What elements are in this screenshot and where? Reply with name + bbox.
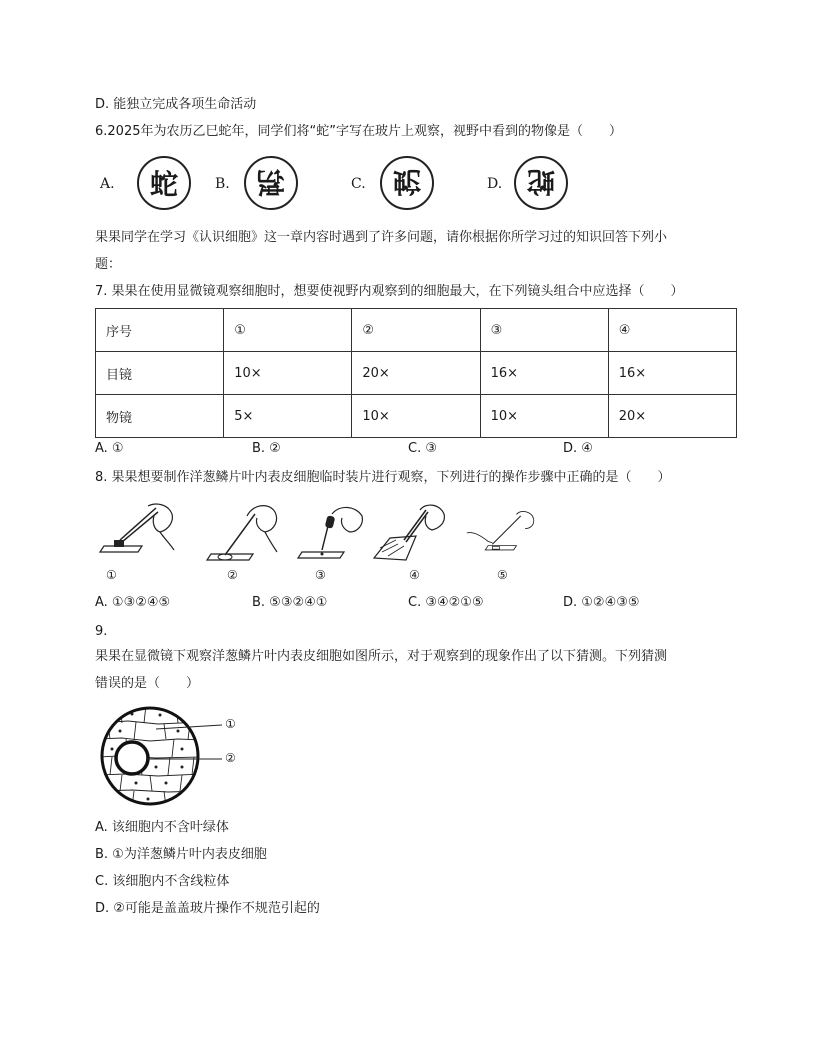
step-4-number: ④: [409, 568, 420, 582]
step-3-number: ③: [315, 568, 326, 582]
step-1-number: ①: [106, 568, 117, 582]
table-cell: 序号: [96, 309, 224, 352]
q7-option-b: B. ②: [252, 441, 281, 456]
q6-option-a-image: [137, 156, 191, 210]
table-cell: 10×: [352, 395, 480, 438]
step-5-number: ⑤: [497, 568, 508, 582]
q6-option-b-image: [244, 156, 298, 210]
q9-number: 9.: [95, 624, 108, 639]
table-cell: 5×: [224, 395, 352, 438]
q5-option-d: D. 能独立完成各项生命活动: [95, 97, 257, 112]
table-cell: 10×: [224, 352, 352, 395]
q8-options: [95, 595, 735, 615]
figure-label-2: ②: [225, 751, 236, 765]
intro-line-2: 题：: [95, 257, 122, 272]
step-2-number: ②: [227, 568, 238, 582]
figure-label-1: ①: [225, 717, 236, 731]
table-cell: ①: [224, 309, 352, 352]
q6-option-c-label: C.: [351, 176, 366, 192]
q6-option-d-label: D.: [487, 176, 503, 192]
table-cell: 10×: [480, 395, 608, 438]
table-cell: 目镜: [96, 352, 224, 395]
q6-glyph-a: 蛇: [149, 168, 178, 201]
q6-option-d-image: [514, 156, 568, 210]
q6-stem: 6.2025年为农历乙巳蛇年，同学们将“蛇”字写在玻片上观察，视野中看到的物像是（ ）: [95, 124, 622, 139]
step-3-illustration: [296, 500, 374, 570]
q6-glyph-b: 蛇: [252, 168, 286, 198]
table-row: [96, 395, 737, 438]
q6-option-b-label: B.: [215, 176, 230, 192]
q7-option-c: C. ③: [408, 441, 437, 456]
table-cell: 20×: [608, 395, 736, 438]
table-row: [96, 309, 737, 352]
step-5-illustration: [464, 500, 542, 570]
q8-option-c: C. ③④②①⑤: [408, 595, 484, 610]
q7-option-d: D. ④: [563, 441, 593, 456]
q6-option-a-label: A.: [100, 176, 115, 192]
q9-stem-line-1: 果果在显微镜下观察洋葱鳞片叶内表皮细胞如图所示，对于观察到的现象作出了以下猜测。下列猜测: [95, 649, 668, 664]
q9-option-c: C. 该细胞内不含线粒体: [95, 874, 230, 889]
table-cell: 16×: [480, 352, 608, 395]
table-cell: 物镜: [96, 395, 224, 438]
q9-option-a: A. 该细胞内不含叶绿体: [95, 820, 229, 835]
intro-line-1: 果果同学在学习《认识细胞》这一章内容时遇到了许多问题，请你根据你所学习过的知识回答下列小: [95, 230, 668, 245]
table-cell: 20×: [352, 352, 480, 395]
table-cell: ④: [608, 309, 736, 352]
q7-option-a: A. ①: [95, 441, 124, 456]
q9-option-d: D. ②可能是盖盖玻片操作不规范引起的: [95, 901, 320, 916]
q9-option-b: B. ①为洋葱鳞片叶内表皮细胞: [95, 847, 267, 862]
q6-glyph-c: 蛇: [392, 165, 421, 198]
q6-option-c-image: [380, 156, 434, 210]
step-4-illustration: [370, 500, 448, 570]
q7-options: [95, 441, 735, 461]
q8-stem: 8. 果果想要制作洋葱鳞片叶内表皮细胞临时装片进行观察，下列进行的操作步骤中正确的是（ ）: [95, 470, 671, 485]
q7-stem: 7. 果果在使用显微镜观察细胞时，想要使视野内观察到的细胞最大，在下列镜头组合中应选择（ ）: [95, 284, 684, 299]
lens-combination-table: [95, 308, 737, 438]
q8-option-d: D. ①②④③⑤: [563, 595, 640, 610]
q8-option-a: A. ①③②④⑤: [95, 595, 171, 610]
q6-glyph-d: 蛇: [526, 165, 555, 198]
table-cell: 16×: [608, 352, 736, 395]
q9-stem-line-2: 错误的是（ ）: [95, 676, 200, 691]
step-2-illustration: [205, 500, 283, 570]
step-1-illustration: [98, 500, 176, 570]
table-cell: ③: [480, 309, 608, 352]
table-cell: ②: [352, 309, 480, 352]
table-row: [96, 352, 737, 395]
q8-option-b: B. ⑤③②④①: [252, 595, 328, 610]
